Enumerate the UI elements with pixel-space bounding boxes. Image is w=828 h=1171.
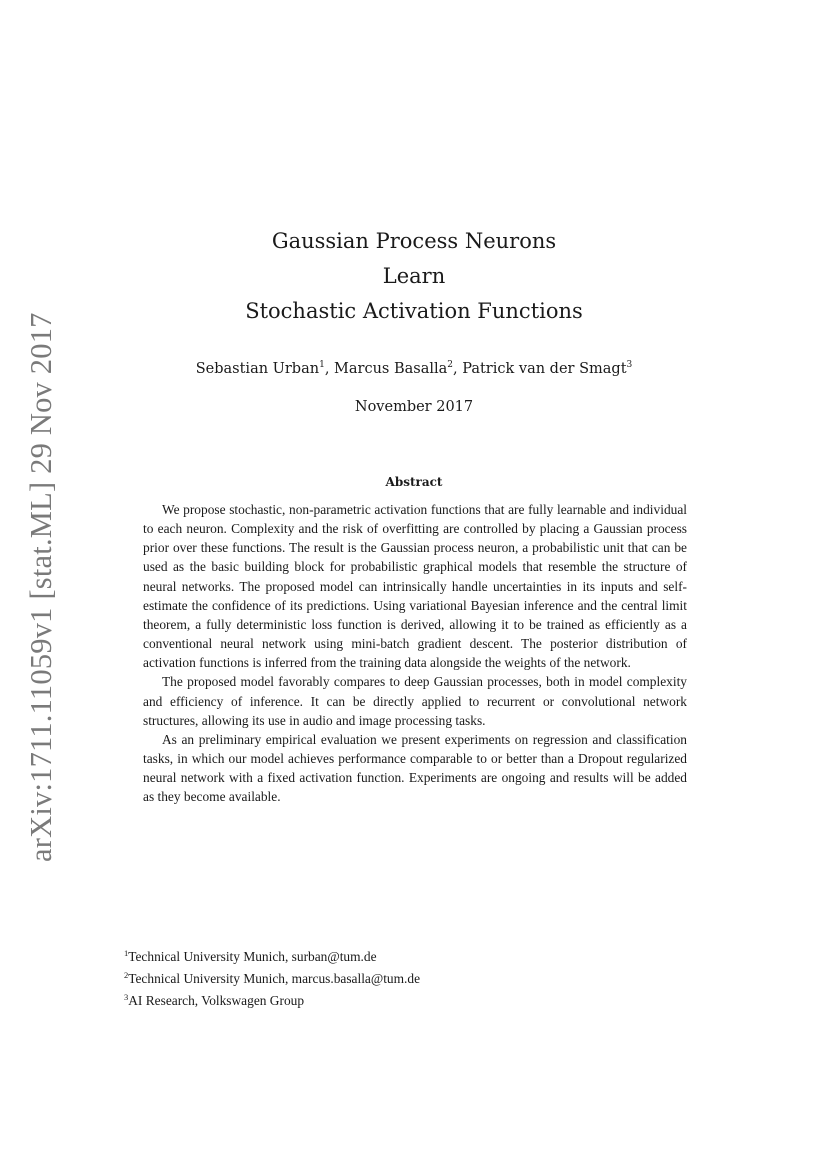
footnotes xyxy=(124,944,624,1010)
affiliation-mark: 2 xyxy=(447,360,454,370)
author-list xyxy=(0,354,828,380)
author-separator: , xyxy=(324,361,335,377)
footnote xyxy=(124,988,624,1010)
footnote-text: Technical University Munich, marcus.basalla@tum.de xyxy=(128,971,421,986)
title-line-2: Learn xyxy=(382,264,446,288)
abstract-paragraph: As an preliminary empirical evaluation we present experiments on regression and classification tasks, in which our model achieves performance comparable to or better than a Dropout regularized neural network with a fixed activation function. Experiments are ongoing and results will be added as they become available. xyxy=(143,731,687,805)
abstract-paragraph: The proposed model favorably compares to deep Gaussian processes, both in model complexity and efficiency of inference. It can be directly applied to recurrent or convolutional network structures, allowing its use in audio and image processing tasks. xyxy=(143,674,687,728)
abstract-body xyxy=(143,500,687,807)
affiliation-mark: 3 xyxy=(626,360,633,370)
footnote xyxy=(124,966,624,988)
paper-title xyxy=(0,224,828,329)
publication-date: November 2017 xyxy=(354,399,474,415)
author-name: Sebastian Urban xyxy=(195,361,320,377)
footnote-mark: 3 xyxy=(124,992,129,1002)
footnote-text: Technical University Munich, surban@tum.de xyxy=(128,949,377,964)
abstract-paragraph: We propose stochastic, non-parametric activation functions that are fully learnable and individual to each neuron. Complexity and the risk of overfitting are controlled by placing a Gaussian process prior over these functions. The result is the Gaussian process neuron, a probabilistic unit that can be used as the basic building block for probabilistic graphical models that resemble the structure of neural networks. The proposed model can intrinsically handle uncertainties in its inputs and self-estimate the confidence of its predictions. Using variational Bayesian inference and the central limit theorem, a fully deterministic loss function is derived, allowing it to be trained as efficiently as a conventional neural network using mini-batch gradient descent. The posterior distribution of activation functions is inferred from the training data alongside the weights of the network. xyxy=(143,502,687,671)
footnote-mark: 1 xyxy=(124,948,129,958)
footnote-mark: 2 xyxy=(124,970,129,980)
author-separator: , xyxy=(453,361,463,377)
title-line-1: Gaussian Process Neurons xyxy=(271,229,557,253)
footnote-text: AI Research, Volkswagen Group xyxy=(128,993,305,1008)
title-line-3: Stochastic Activation Functions xyxy=(245,299,583,323)
footnote xyxy=(124,944,624,966)
author-name: Patrick van der Smagt xyxy=(462,361,627,377)
affiliation-mark: 1 xyxy=(319,360,325,370)
author-name: Marcus Basalla xyxy=(334,361,448,377)
abstract-heading: Abstract xyxy=(385,475,443,489)
arxiv-side-stamp: arXiv:1711.11059v1 [stat.ML] 29 Nov 2017 xyxy=(24,312,58,862)
